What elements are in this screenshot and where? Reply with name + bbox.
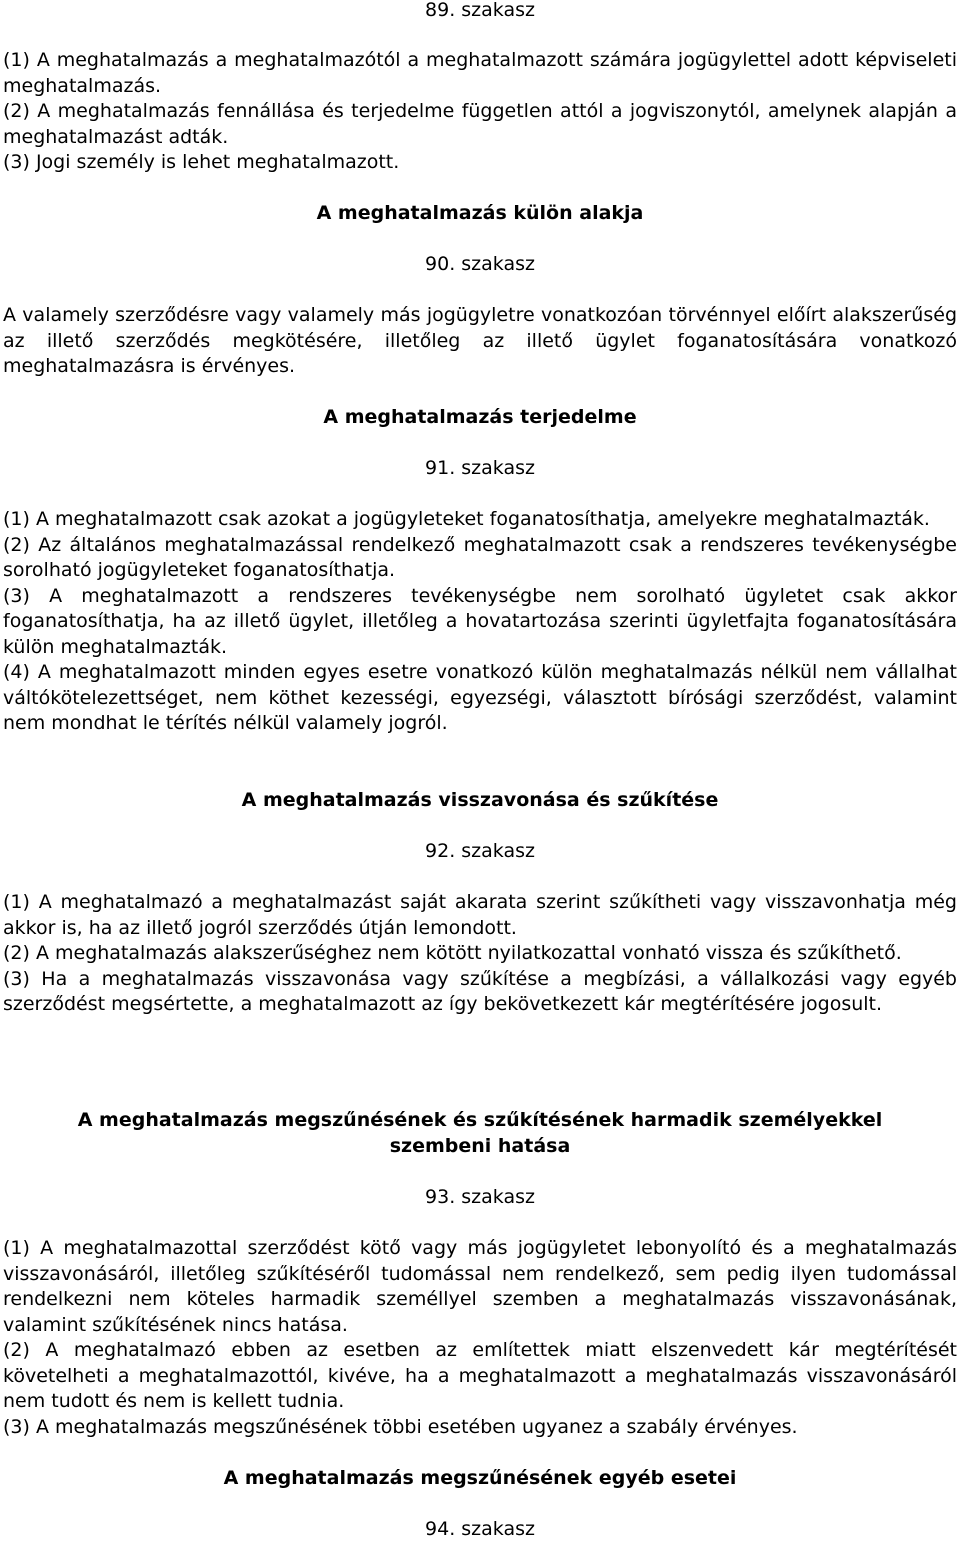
paragraph: (3) Ha a meghatalmazás visszavonása vagy szűkítése a megbízási, a vállalkozási vagy egyéb szerződést megsértette, a meghatalmazott az így bekövetkezett kár megtérítésére jogosult. <box>3 967 957 1015</box>
paragraph: (2) A meghatalmazás fennállása és terjedelme független attól a jogviszonytól, amelynek alapján a meghatalmazást adták. <box>3 100 957 148</box>
paragraph: (3) Jogi személy is lehet meghatalmazott. <box>3 151 400 173</box>
section-number-94: 94. szakasz <box>425 1518 535 1540</box>
section-number-92: 92. szakasz <box>425 840 535 862</box>
section-92-body <box>3 890 957 1018</box>
paragraph: (4) A meghatalmazott minden egyes esetre vonatkozó külön meghatalmazás nélkül nem vállalhat váltókötelezettséget, nem köthet kezességi, egyezségi, választott bírósági szerződést, valamint nem mondhat le térítés nélkül valamely jogról. <box>3 661 957 734</box>
section-number-89: 89. szakasz <box>425 0 535 21</box>
section-90-body <box>3 303 957 380</box>
paragraph: (2) A meghatalmazás alakszerűséghez nem kötött nyilatkozattal vonható vissza és szűkíthető. <box>3 942 902 964</box>
paragraph: (1) A meghatalmazás a meghatalmazótól a meghatalmazott számára jogügylettel adott képviseleti meghatalmazás. <box>3 49 957 97</box>
paragraph: (2) A meghatalmazó ebben az esetben az említettek miatt elszenvedett kár megtérítését követelheti a meghatalmazottól, kivéve, ha a meghatalmazott a meghatalmazás visszavonásáról nem tudott és nem is kellett tudnia. <box>3 1339 957 1412</box>
section-title-90: A meghatalmazás külön alakja <box>316 202 644 224</box>
paragraph: (1) A meghatalmazó a meghatalmazást saját akarata szerint szűkítheti vagy visszavonhatja még akkor is, ha az illető jogról szerződés útján lemondott. <box>3 891 957 939</box>
section-91-body <box>3 507 957 737</box>
section-number-91: 91. szakasz <box>425 457 535 479</box>
section-title-93 <box>3 1108 957 1159</box>
paragraph: A valamely szerződésre vagy valamely más jogügyletre vonatkozóan törvénnyel előírt alakszerűség az illető szerződés megkötésére, illetőleg az illető ügylet foganatosítására vonatkozó meghatalmazásra is érvényes. <box>3 304 957 377</box>
section-number-93: 93. szakasz <box>425 1186 535 1208</box>
section-89-body <box>3 48 957 176</box>
paragraph: (1) A meghatalmazottal szerződést kötő vagy más jogügyletet lebonyolító és a meghatalmazás visszavonásáról, illetőleg szűkítéséről tudomással nem rendelkező, sem pedig ilyen tudomással rendelkezni nem köteles harmadik személlyel szemben a meghatalmazás visszavonásának, valamint szűkítésének nincs hatása. <box>3 1237 957 1336</box>
section-93-body <box>3 1236 957 1440</box>
section-title-94: A meghatalmazás megszűnésének egyéb esetei <box>223 1467 737 1489</box>
paragraph: (3) A meghatalmazás megszűnésének többi esetében ugyanez a szabály érvényes. <box>3 1415 798 1438</box>
section-title-91: A meghatalmazás terjedelme <box>323 406 637 428</box>
paragraph: (1) A meghatalmazott csak azokat a jogügyleteket foganatosíthatja, amelyekre meghatalmazták. <box>3 508 930 530</box>
section-title-93-line: A meghatalmazás megszűnésének és szűkítésének harmadik személyekkel <box>77 1109 883 1131</box>
section-title-93-line: szembeni hatása <box>389 1134 571 1157</box>
section-number-90: 90. szakasz <box>425 253 535 275</box>
section-title-92: A meghatalmazás visszavonása és szűkítése <box>241 789 719 811</box>
paragraph: (3) A meghatalmazott a rendszeres tevékenységbe nem sorolható ügyletet csak akkor foganatosíthatja, ha az illető ügylet, illetőleg a hovatartozása szerinti ügyletfajta foganatosítására külön meghatalmazták. <box>3 584 957 658</box>
paragraph: (2) Az általános meghatalmazással rendelkező meghatalmazott csak a rendszeres tevékenységbe sorolható jogügyleteket foganatosíthatja. <box>3 533 957 581</box>
